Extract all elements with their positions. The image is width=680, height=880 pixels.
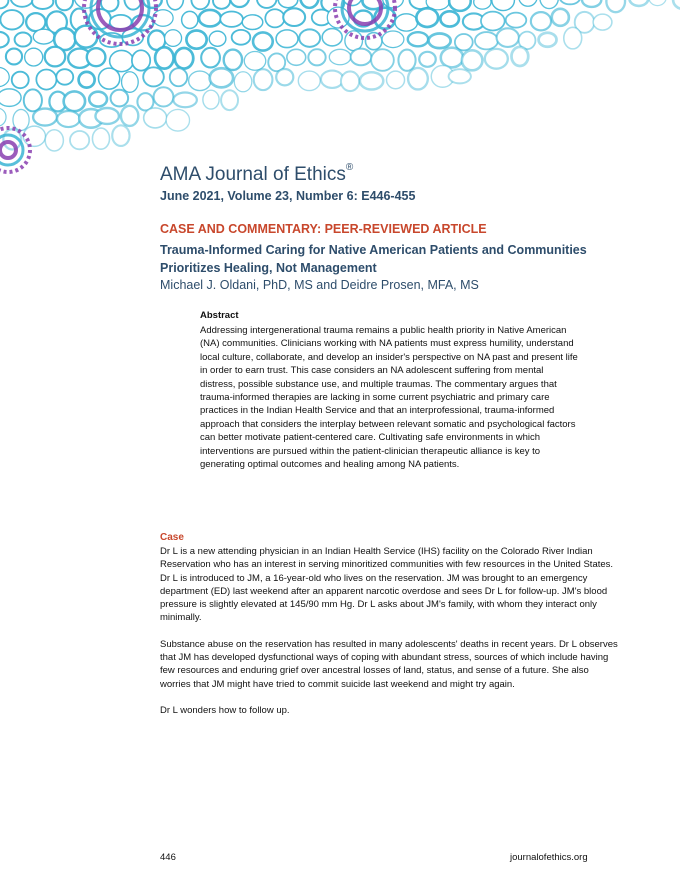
cell-shape: [497, 28, 519, 47]
cell-shape: [45, 47, 66, 67]
cell-shape: [167, 0, 184, 10]
cell-shape: [593, 14, 612, 30]
cell-shape: [57, 111, 80, 127]
cell-shape: [382, 31, 404, 48]
cell-shape: [0, 10, 23, 29]
cell-shape: [189, 71, 211, 91]
cell-shape: [253, 32, 273, 50]
cell-shape: [408, 32, 428, 46]
authors: Michael J. Oldani, PhD, MS and Deidre Prosen, MFA, MS: [160, 278, 479, 292]
cell-shape: [492, 0, 515, 11]
cell-shape: [539, 33, 557, 47]
cell-shape: [649, 0, 666, 6]
abstract-heading: Abstract: [200, 310, 239, 321]
cell-shape: [387, 71, 405, 89]
cell-shape: [276, 30, 298, 48]
cell-shape: [170, 68, 187, 86]
cell-shape: [144, 108, 167, 128]
cell-shape: [278, 0, 298, 8]
cell-shape: [419, 52, 436, 67]
cell-shape: [254, 69, 273, 90]
cell-shape: [244, 52, 265, 71]
cell-shape: [230, 0, 249, 7]
cell-shape: [511, 47, 528, 66]
case-body: [160, 545, 622, 730]
cell-shape: [6, 49, 22, 65]
cell-shape: [299, 29, 320, 46]
cell-shape: [321, 71, 343, 88]
cell-shape: [182, 11, 198, 28]
cell-shape: [166, 109, 189, 131]
cell-shape: [32, 0, 53, 9]
article-title: [160, 241, 640, 277]
cell-shape: [440, 11, 459, 26]
cell-shape: [153, 10, 173, 27]
cell-shape: [552, 9, 569, 26]
page-number: 446: [160, 852, 176, 863]
cell-shape: [485, 49, 508, 69]
cell-shape: [186, 30, 206, 48]
cell-shape: [191, 0, 209, 9]
cell-shape: [199, 10, 221, 26]
cell-shape: [122, 72, 139, 93]
cell-shape: [300, 0, 318, 8]
cell-shape: [92, 128, 109, 149]
cell-shape: [481, 12, 505, 31]
abstract-text: Addressing intergenerational trauma remains a public health priority in Native American (NA) communities. Clinicians working with NA patients must express humility, understand local culture, collaborate, and develop an insider's perspective on NA past and present life in order to earn trust. This case considers an NA adolescent suffering from mental distress, possible substance use, and multiple traumas. The commentary argues that trauma-informed therapies are lacking in some current psychiatric and primary care practices in the Indian Health Service and that an interprofessional, trauma-informed approach that considers the interplay between relevant somatic and psychological factors can better motivate patient-centered care. Cultivating safe environments in which interventions are pursued within the patient-clinician therapeutic alliance is key to generating optimal outcomes and healing among NA patients.: [200, 325, 578, 471]
cell-shape: [0, 0, 8, 8]
cell-shape: [0, 67, 9, 86]
issue-line: June 2021, Volume 23, Number 6: E446-455: [160, 189, 416, 203]
footer-site: journalofethics.org: [510, 852, 588, 863]
cell-shape: [475, 32, 498, 49]
cell-shape: [203, 90, 219, 109]
cell-shape: [175, 48, 194, 69]
cell-shape: [87, 48, 106, 66]
cell-shape: [234, 72, 251, 92]
cell-shape: [213, 0, 230, 9]
case-paragraph-2: Substance abuse on the reservation has resulted in many adolescents' deaths in recent years. Dr L observes that JM has developed dysfunctional ways of coping with abundant stress, sources of which include having few resources and enduring grief over ancestral losses of land, status, and sense of a future. She also worries that JM might have tried to commit suicide last weekend and might try again.: [160, 638, 618, 690]
cell-shape: [12, 72, 29, 88]
cell-shape: [154, 87, 174, 106]
cell-shape: [351, 49, 372, 66]
cell-shape: [26, 13, 45, 31]
cell-shape: [308, 49, 325, 65]
cell-shape: [276, 69, 293, 85]
cell-shape: [265, 9, 284, 27]
cell-shape: [99, 68, 120, 89]
cell-shape: [673, 0, 680, 9]
case-heading: Case: [160, 532, 184, 543]
cell-shape: [474, 0, 491, 9]
cell-shape: [155, 47, 173, 68]
case-paragraph-1: Dr L is a new attending physician in an Indian Health Service (IHS) facility on the Colorado River Indian Reservation who has an interest in serving minoritized communities with few resources in the United States. Dr L is introduced to JM, a 16-year-old who lives on the reservation. JM was brought to an emergency department (ED) last weekend after an apparent narcotic overdose and sees Dr L for follow-up. JM's blood pressure is slightly elevated at 145/90 mm Hg. Dr L asks about JM's family, with whom they interact only minimally.: [160, 546, 614, 624]
cell-shape: [36, 69, 56, 89]
cell-shape: [0, 108, 6, 126]
cell-shape: [25, 48, 43, 66]
cell-shape: [242, 15, 263, 30]
cell-shape: [441, 48, 463, 68]
cell-shape: [15, 33, 32, 47]
cell-shape: [395, 14, 417, 31]
cell-shape: [371, 49, 394, 71]
cell-shape: [408, 68, 428, 90]
cell-shape: [540, 0, 558, 9]
cell-shape: [221, 90, 238, 110]
cell-shape: [0, 89, 21, 107]
cell-shape: [582, 0, 601, 7]
cell-shape: [298, 71, 320, 91]
cell-shape: [564, 27, 582, 49]
cell-shape: [79, 72, 95, 88]
cell-shape: [398, 50, 415, 71]
cell-shape: [506, 13, 527, 28]
cell-shape: [165, 30, 182, 47]
cell-shape: [283, 8, 305, 26]
article-title-line1: Trauma-Informed Caring for Native American Patients and Communities: [160, 243, 587, 257]
cell-shape: [257, 0, 277, 8]
cell-shape: [111, 90, 129, 107]
cell-shape: [429, 33, 451, 48]
cell-shape: [462, 50, 483, 70]
cell-shape: [11, 0, 34, 7]
cell-shape: [559, 0, 580, 4]
cell-shape: [143, 67, 164, 86]
cell-shape: [201, 48, 220, 68]
cell-shape: [95, 108, 118, 124]
cell-shape: [24, 89, 42, 111]
cell-shape: [220, 11, 243, 26]
cell-shape: [341, 71, 359, 91]
cell-shape: [33, 109, 57, 126]
registered-mark: ®: [345, 161, 354, 173]
cell-shape: [45, 130, 63, 151]
cell-shape: [0, 32, 9, 48]
cell-shape: [629, 0, 648, 6]
cell-shape: [143, 0, 162, 8]
journal-title: AMA Journal of Ethics®: [160, 161, 354, 185]
cell-shape: [210, 68, 233, 87]
cell-shape: [75, 26, 98, 48]
article-title-line2: Prioritizes Healing, Not Management: [160, 261, 377, 275]
cell-shape: [56, 0, 73, 10]
cell-shape: [89, 92, 107, 107]
cell-shape: [322, 29, 342, 46]
cell-shape: [23, 126, 45, 146]
cell-shape: [329, 49, 350, 64]
cell-shape: [360, 72, 383, 89]
cell-shape: [416, 8, 438, 27]
cell-shape: [70, 131, 89, 149]
section-label: CASE AND COMMENTARY: PEER-REVIEWED ARTICLE: [160, 222, 487, 236]
cell-shape: [33, 29, 54, 44]
cell-shape: [519, 0, 537, 6]
cell-shape: [209, 31, 226, 46]
cell-shape: [327, 7, 349, 28]
cell-shape: [132, 50, 150, 70]
cell-shape: [449, 69, 471, 83]
cell-shape: [173, 93, 197, 108]
case-paragraph-3: Dr L wonders how to follow up.: [160, 704, 290, 716]
cell-shape: [449, 0, 471, 11]
cell-shape: [112, 125, 129, 146]
cell-shape: [232, 30, 251, 45]
cell-shape: [64, 91, 85, 111]
cell-shape: [56, 69, 73, 84]
cell-shape: [531, 12, 551, 30]
cell-shape: [121, 106, 138, 126]
header-cell-artwork: [0, 0, 680, 240]
cell-shape: [287, 49, 306, 65]
cell-shape: [224, 50, 242, 70]
cell-shape: [606, 0, 625, 12]
